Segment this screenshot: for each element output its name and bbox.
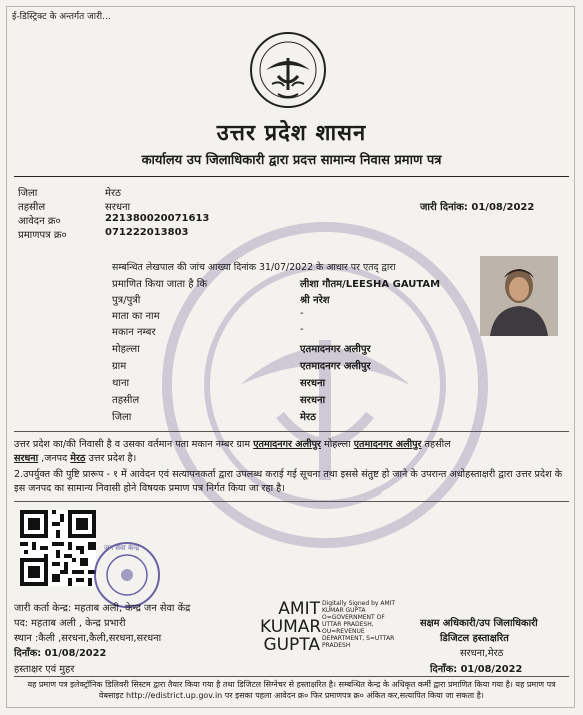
digital-signature-details: Digitally Signed by AMIT KUMAR GUPTA O=GOVERNMENT OF UTTAR PRADESH, OU=REVENUE DEPARTMENT, S=UTTAR PRADESH [322,600,396,649]
detail-value-village: एतमादनगर अलीपुर [300,361,371,372]
header-note: ई-डिस्ट्रिक्ट के अन्तर्गत जारी... [12,12,111,22]
signature-seal-label: हस्ताक्षर एवं मुहर [14,664,75,675]
detail-label-certified: प्रमाणित किया जाता है कि [112,279,208,290]
residence-paragraph: उत्तर प्रदेश का/की निवासी है व उसका वर्तमान पता मकान नम्बर ग्राम एतमादनगर अलीपुर मोहल्ला एतमादनगर अलीपुर तहसील सरधना ,जनपद मेरठ उत्तर प्रदेश है। [14,439,451,464]
detail-label-police-station: थाना [112,378,130,389]
applicant-photo [480,256,558,336]
divider [14,501,569,502]
district-label: जिला [18,188,38,199]
detail-value-house: - [300,324,304,335]
detail-value-name: लीशा गौतम/LEESHA GAUTAM [300,279,441,290]
detail-label-tehsil: तहसील [112,395,140,406]
divider [14,676,569,677]
qr-code [20,510,96,586]
detail-label-village: ग्राम [112,361,127,372]
issuer-designation: पद: महताब अली , केन्द्र प्रभारी [14,618,126,629]
detail-label-district: जिला [112,412,132,423]
verification-footer-note: यह प्रमाण पत्र इलेक्ट्रॉनिक डिलिवरी सिस्टम द्वारा तैयार किया गया है तथा डिजिटल सिग्नेचर से हस्ताक्षरित है। सम्बन्धित केन्द्र के अधिकृत कर्मी द्वारा प्रमाणित किया गया है। यह प्रमाण पत्र वेबसाइट http://edistrict.up.gov.in पर इसका पहला आवेदन क्र० फिर प्रमाणपत्र क्र० अंकित कर,सत्यापित किया जा सकता है। [27,680,556,700]
seal-text: जन सेवा केन्द्र [104,544,140,552]
application-label: आवेदन क्र० [18,216,61,227]
divider [14,431,569,432]
detail-value-mother: - [300,308,304,319]
detail-value-district: मेरठ [300,412,316,423]
detail-value-parent: श्री नरेश [300,295,330,306]
issue-date: जारी दिनांक: 01/08/2022 [420,202,535,213]
detail-value-police-station: सरधना [300,378,326,389]
issuing-centre: जारी कर्ता केन्द्र: महताब अली, केन्द्र जन सेवा केंद्र [14,603,191,614]
tehsil-value: सरधना [105,202,131,213]
detail-value-tehsil: सरधना [300,395,326,406]
detail-label-mother: माता का नाम [112,311,160,322]
verification-paragraph: 2.उपर्युक्त की पुष्टि प्रारूप - १ में आवेदन एवं सत्यापनकर्ता द्वारा उपलब्ध कराई गई सूचना तथा इससे संतुष्ट हो जाने के उपरान्त अधोहस्ताक्षरी द्वारा उत्तर प्रदेश के इस जनपद का सामान्य निवासी होने विषयक प्रमाण पत्र निर्गत किया जा रहा है। [14,469,563,494]
detail-label-locality: मोहल्ला [112,344,140,355]
up-emblem-logo [248,30,328,110]
certificate-label: प्रमाणपत्र क्र० [18,230,67,241]
digital-signature-name: AMIT KUMAR GUPTA [260,599,322,655]
detail-label-house: मकान नम्बर [112,327,156,338]
divider [14,176,569,177]
digitally-signed-label: डिजिटल हस्ताक्षरित [440,633,509,644]
tehsil-label: तहसील [18,202,46,213]
jan-seva-kendra-seal [92,540,162,610]
page-title: उत्तर प्रदेश शासन [216,120,367,146]
issuer-date: दिनाँक: 01/08/2022 [14,648,107,659]
intro-line: सम्बन्धित लेखपाल की जांच आख्या दिनांक 31/07/2022 के आधार पर एतद् द्वारा [112,262,396,273]
application-value: 221380020071613 [105,213,210,224]
detail-value-locality: एतमादनगर अलीपुर [300,344,371,355]
certificate-value: 071222013803 [105,227,189,238]
district-value: मेरठ [105,188,121,199]
page-subtitle: कार्यालय उप जिलाधिकारी द्वारा प्रदत्त सामान्य निवास प्रमाण पत्र [141,153,442,168]
authority-date: दिनाँक: 01/08/2022 [430,664,523,675]
detail-label-parent: पुत्र/पुत्री [112,295,141,306]
authority-location: सरधना,मेरठ [460,648,504,659]
competent-authority: सक्षम अधिकारी/उप जिलाधिकारी [420,618,538,629]
issuer-location: स्थान :कैली ,सरधना,कैली,सरधना,सरधना [14,633,162,644]
